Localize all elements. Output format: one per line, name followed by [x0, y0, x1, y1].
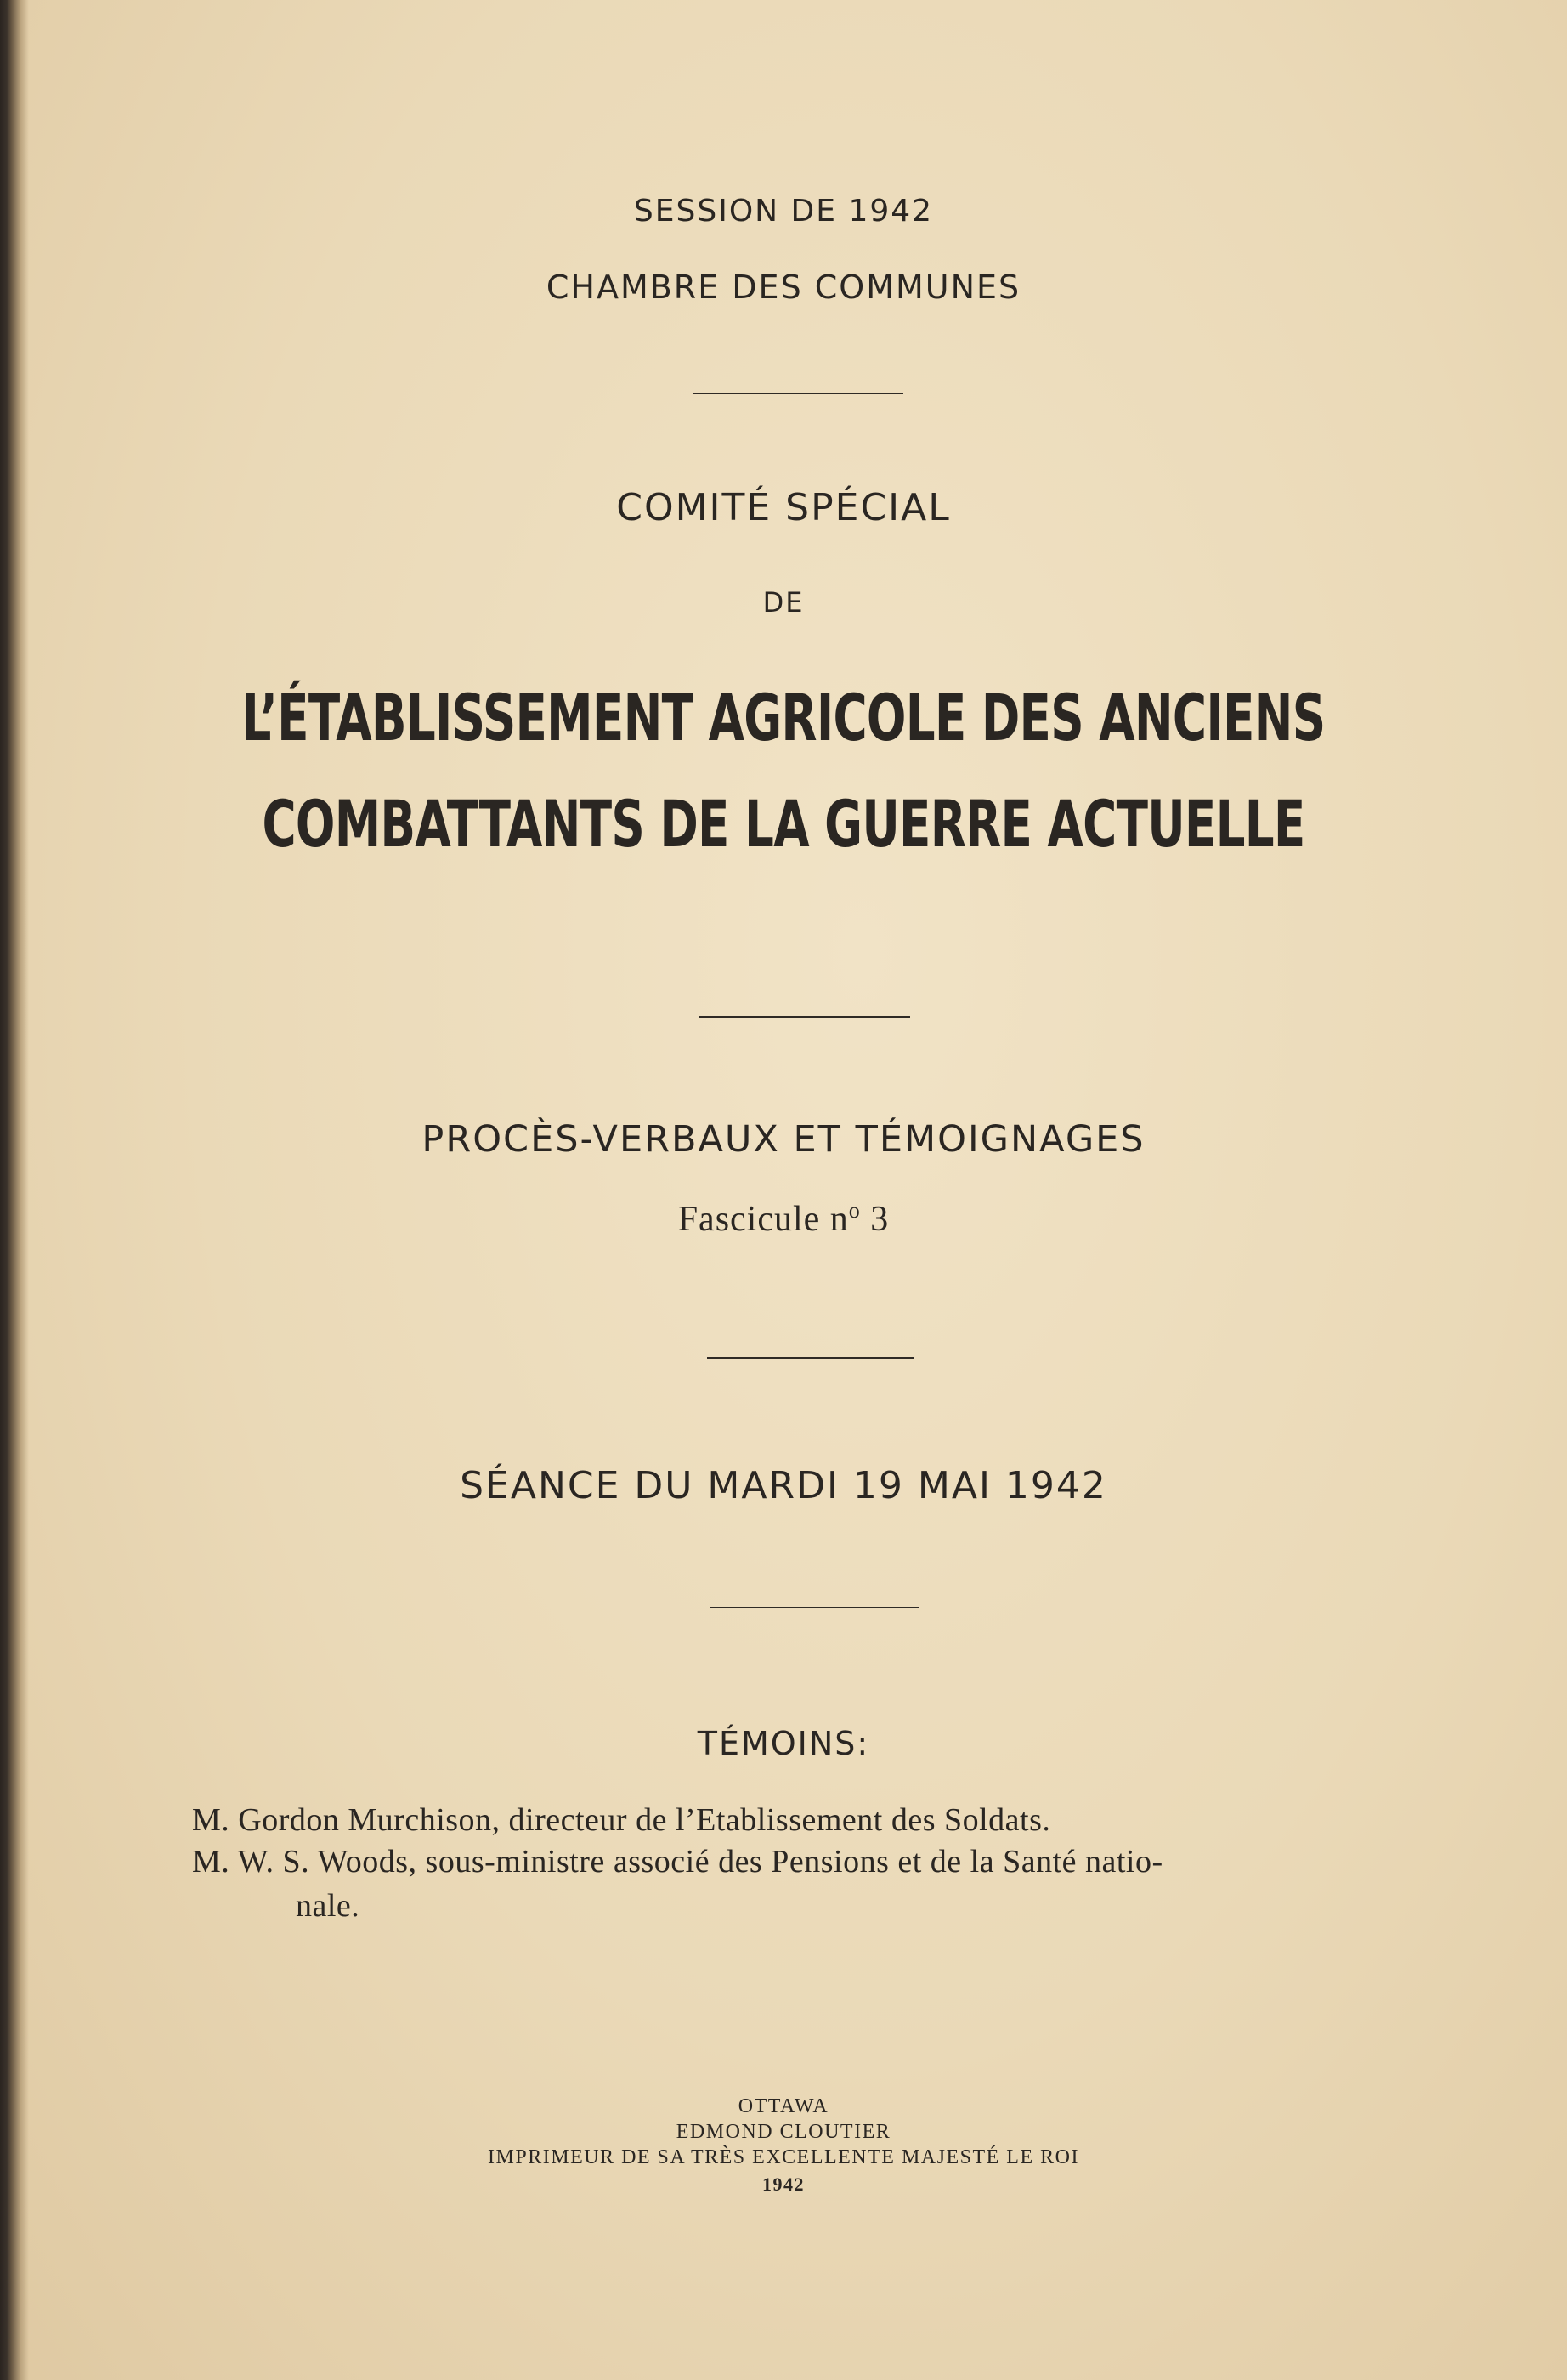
binding-edge — [0, 0, 29, 2380]
divider-rule — [710, 1607, 919, 1608]
imprint-role: IMPRIMEUR DE SA TRÈS EXCELLENTE MAJESTÉ LE ROI — [488, 2146, 1079, 2168]
session-line: SESSION DE 1942 — [633, 194, 934, 229]
witnesses-heading: TÉMOINS: — [697, 1725, 870, 1762]
committee-title-line-2: COMBATTANTS DE LA GUERRE ACTUELLE — [262, 786, 1305, 862]
divider-rule — [699, 1016, 910, 1018]
committee-title-2-wrap — [0, 786, 1567, 862]
witness-prefix: M. — [192, 1844, 230, 1880]
committee-title — [0, 680, 1567, 755]
fascicle-line — [0, 1198, 1567, 1240]
divider-rule — [693, 393, 903, 394]
proceedings-title: PROCÈS-VERBAUX ET TÉMOIGNAGES — [421, 1118, 1146, 1161]
witness-item-1 — [192, 1800, 1050, 1840]
imprint-printer: EDMOND CLOUTIER — [676, 2121, 891, 2143]
fascicle-label: Fascicule n — [677, 1200, 849, 1239]
witness-text: Gordon Murchison, directeur de l’Etablissement des Soldats. — [238, 1802, 1051, 1838]
imprint-year: 1942 — [762, 2174, 805, 2195]
imprint-city: OTTAWA — [738, 2095, 829, 2117]
committee-line: COMITÉ SPÉCIAL — [616, 486, 951, 529]
witness-prefix: M. — [192, 1802, 230, 1838]
chamber-line: CHAMBRE DES COMMUNES — [546, 269, 1021, 306]
committee-title-line-1: L’ÉTABLISSEMENT AGRICOLE DES ANCIENS — [241, 680, 1326, 755]
witness-item-2-continuation: nale. — [296, 1888, 360, 1924]
witness-text: W. S. Woods, sous-ministre associé des Pensions et de la Santé natio- — [237, 1844, 1163, 1880]
committee-de: DE — [762, 586, 805, 619]
divider-rule — [707, 1357, 914, 1359]
witness-item-2 — [192, 1841, 1163, 1882]
sitting-date: SÉANCE DU MARDI 19 MAI 1942 — [460, 1464, 1107, 1507]
fascicle-number-sign: o — [848, 1198, 861, 1223]
fascicle-number: 3 — [870, 1200, 890, 1239]
